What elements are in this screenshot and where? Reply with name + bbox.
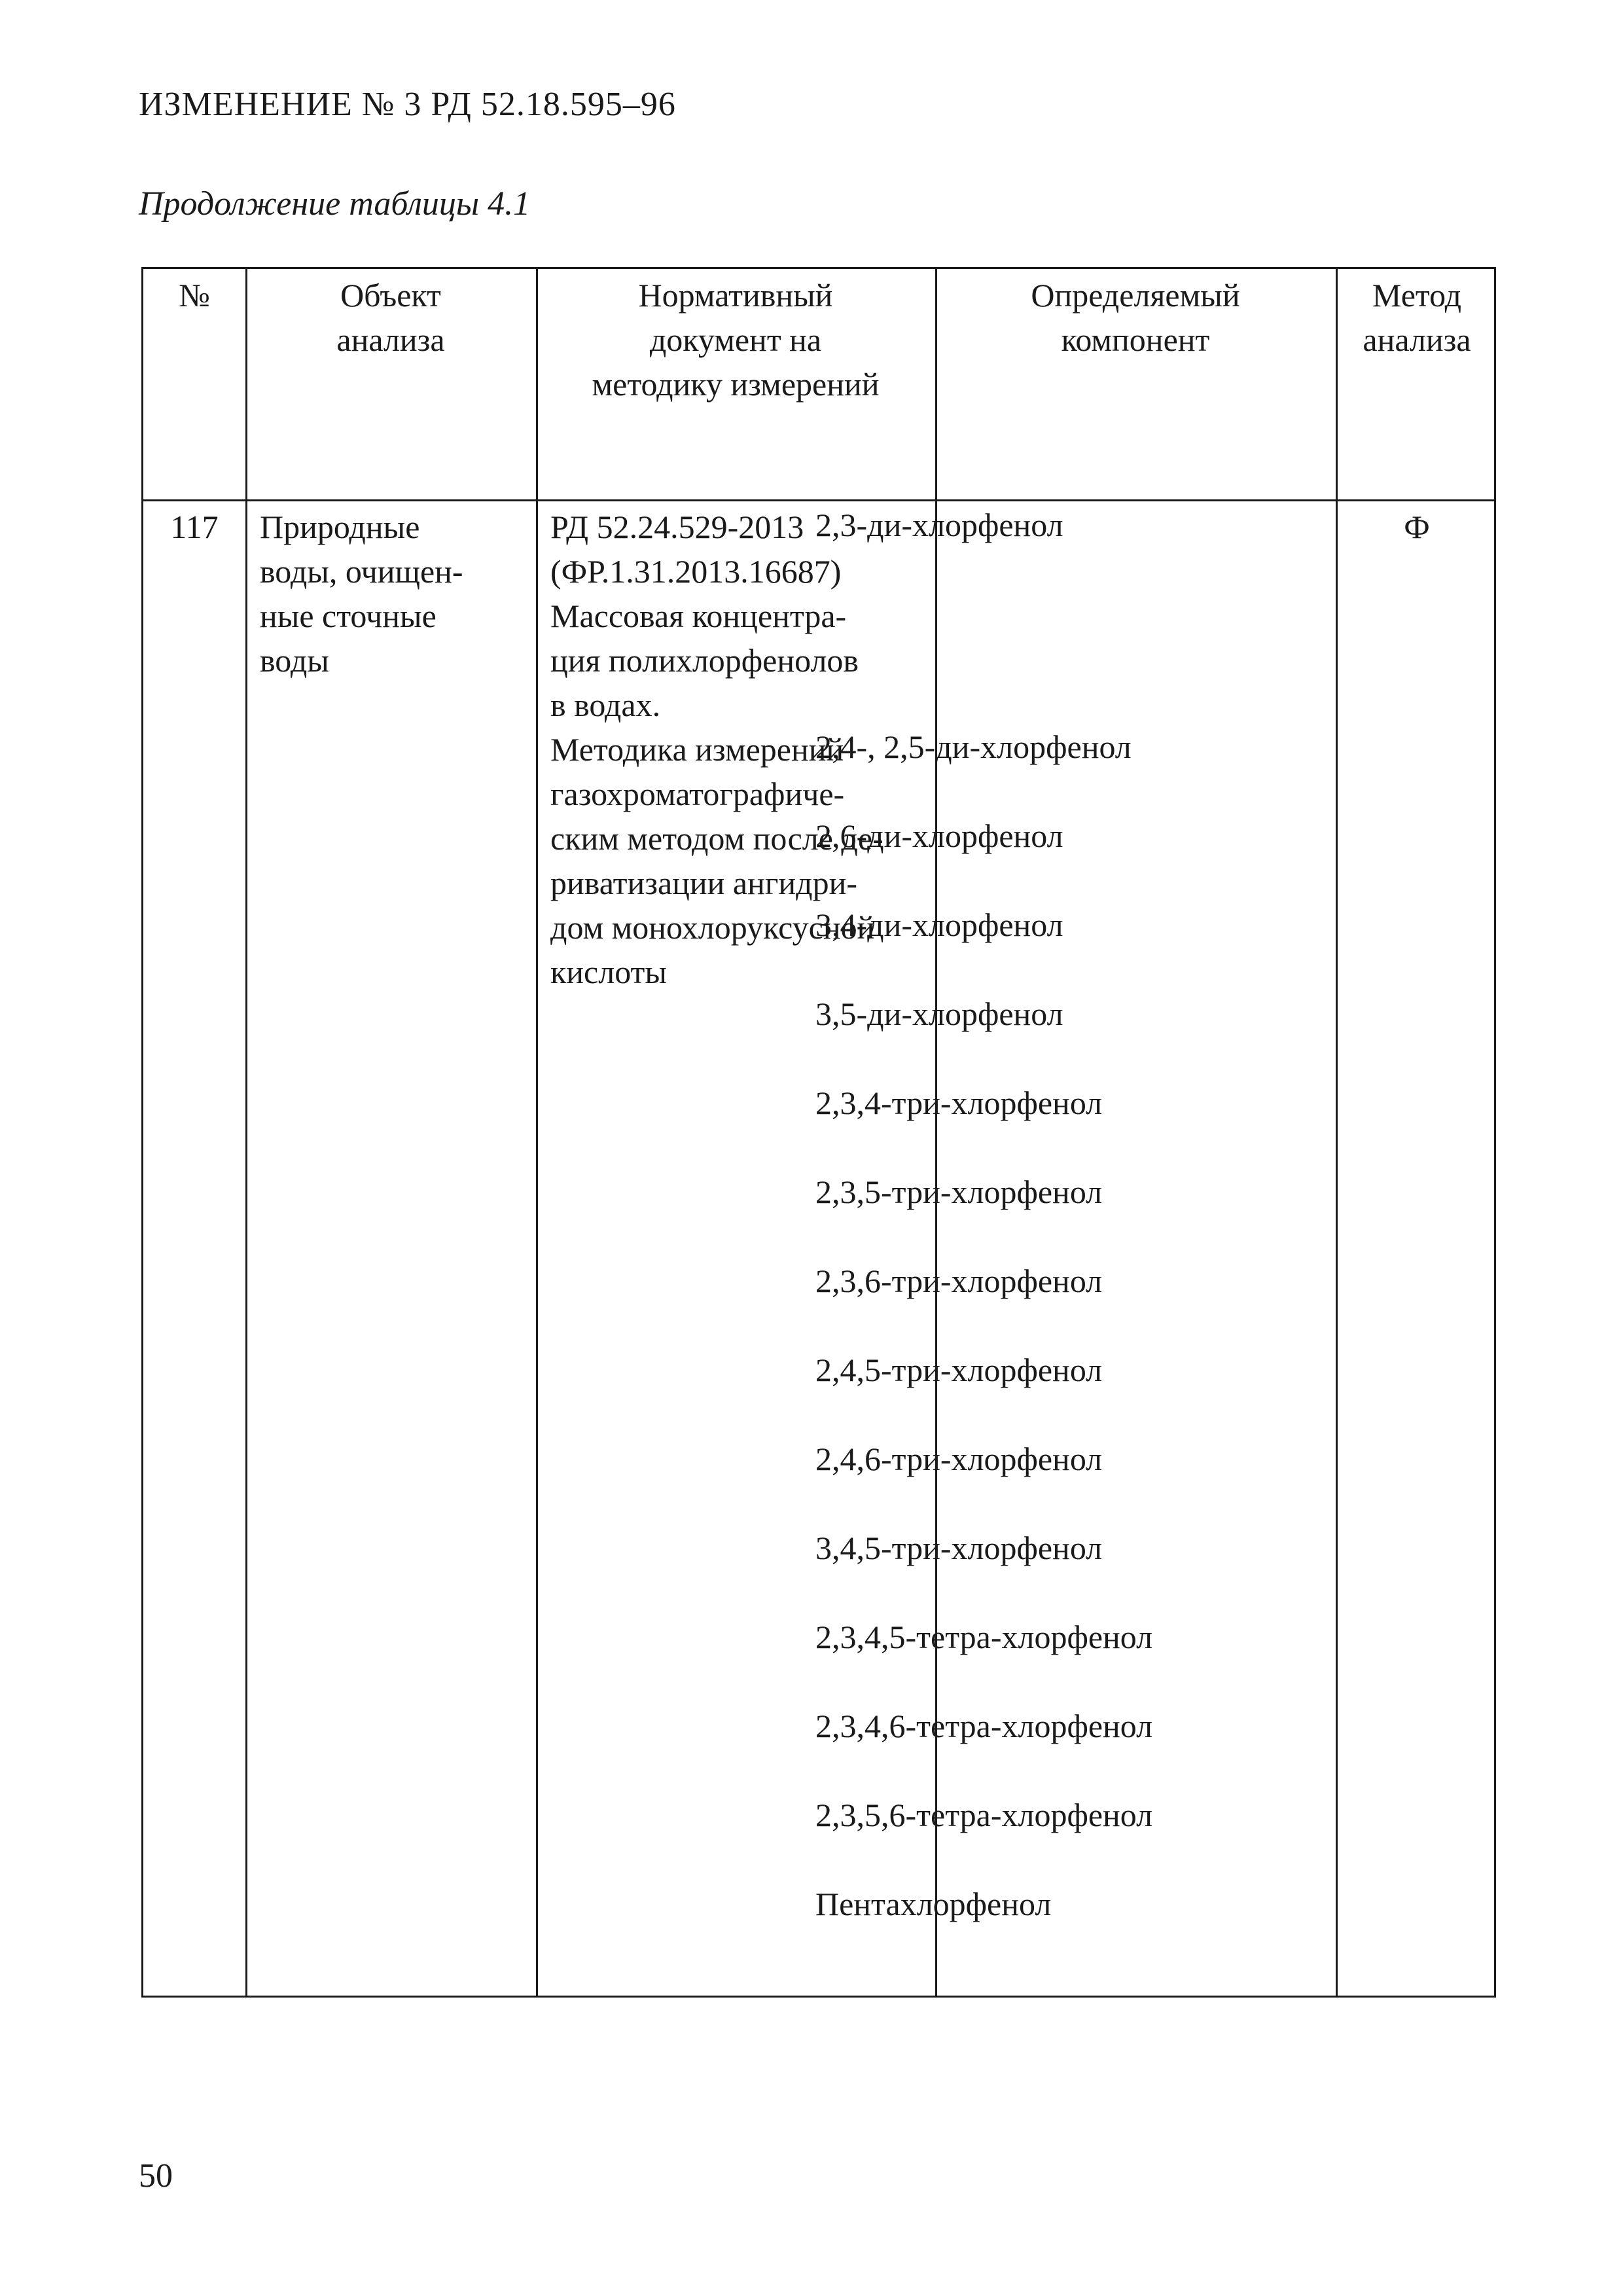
analysis-object xyxy=(260,505,463,683)
object-line: воды, очищен- xyxy=(260,553,463,590)
component-item: 2,3,4,5-тетра-хлорфенол xyxy=(815,1619,1153,1655)
component-item: 2,3,4,6-тетра-хлорфенол xyxy=(815,1708,1153,1744)
component-item: Пентахлорфенол xyxy=(815,1886,1052,1922)
analysis-method: Ф xyxy=(1404,509,1430,545)
column-header-method xyxy=(1336,269,1498,499)
document-line: газохроматографиче- xyxy=(550,776,845,812)
change-number: 3 xyxy=(404,86,422,123)
column-header-line: Определяемый xyxy=(1031,277,1240,314)
document-line: (ФР.1.31.2013.16687) xyxy=(550,553,842,590)
component-item: 2,3-ди-хлорфенол xyxy=(815,507,1063,543)
component-item: 2,3,5-три-хлорфенол xyxy=(815,1174,1103,1210)
document-line: ским методом после де- xyxy=(550,820,883,857)
change-label: ИЗМЕНЕНИЕ xyxy=(139,86,353,123)
column-header-line: Метод xyxy=(1372,277,1462,314)
component-item: 2,6-ди-хлорфенол xyxy=(815,817,1063,854)
column-divider xyxy=(245,269,247,1996)
column-header-line: документ на xyxy=(649,321,822,358)
column-header-line: компонент xyxy=(1061,321,1210,358)
component-item: 2,4,6-три-хлорфенол xyxy=(815,1441,1103,1477)
component-item: 3,5-ди-хлорфенол xyxy=(815,996,1063,1032)
column-header-line: анализа xyxy=(1363,321,1471,358)
column-header-object xyxy=(245,269,536,499)
column-header-line: анализа xyxy=(336,321,445,358)
number-sign: № xyxy=(361,86,395,123)
object-line: Природные xyxy=(260,509,420,545)
document-line: ция полихлорфенолов xyxy=(550,642,859,679)
page-number: 50 xyxy=(139,2157,173,2195)
row-number: 117 xyxy=(170,509,219,545)
column-header-line: Нормативный xyxy=(638,277,833,314)
document-code: РД 52.18.595–96 xyxy=(431,86,676,123)
component-item: 2,3,4-три-хлорфенол xyxy=(815,1085,1103,1121)
component-item: 2,4-, 2,5-ди-хлорфенол xyxy=(815,728,1132,765)
component-item: 3,4-ди-хлорфенол xyxy=(815,906,1063,943)
component-item: 2,3,6-три-хлорфенол xyxy=(815,1263,1103,1299)
document-line: риватизации ангидри- xyxy=(550,865,857,901)
component-item: 2,4,5-три-хлорфенол xyxy=(815,1352,1103,1388)
column-header-number xyxy=(143,269,245,499)
document-line: дом монохлоруксусной xyxy=(550,909,875,946)
column-header-component xyxy=(935,269,1336,499)
document-line: кислоты xyxy=(550,954,667,990)
document-header xyxy=(139,85,676,124)
document-line: Методика измерений xyxy=(550,731,844,768)
component-item: 2,3,5,6-тетра-хлорфенол xyxy=(815,1797,1153,1833)
object-line: ные сточные xyxy=(260,598,437,634)
column-divider xyxy=(536,269,538,1996)
table-caption: Продолжение таблицы 4.1 xyxy=(139,185,531,223)
document-line: Массовая концентра- xyxy=(550,598,847,634)
component-item: 3,4,5-три-хлорфенол xyxy=(815,1530,1103,1566)
document-line: в водах. xyxy=(550,687,661,723)
column-header-line: Объект xyxy=(340,277,441,314)
column-header-document xyxy=(536,269,935,499)
header-divider xyxy=(143,499,1494,501)
column-header-line: методику измерений xyxy=(592,366,880,403)
object-line: воды xyxy=(260,642,329,679)
document-line: РД 52.24.529-2013 xyxy=(550,509,804,545)
column-header-line: № xyxy=(179,277,210,314)
